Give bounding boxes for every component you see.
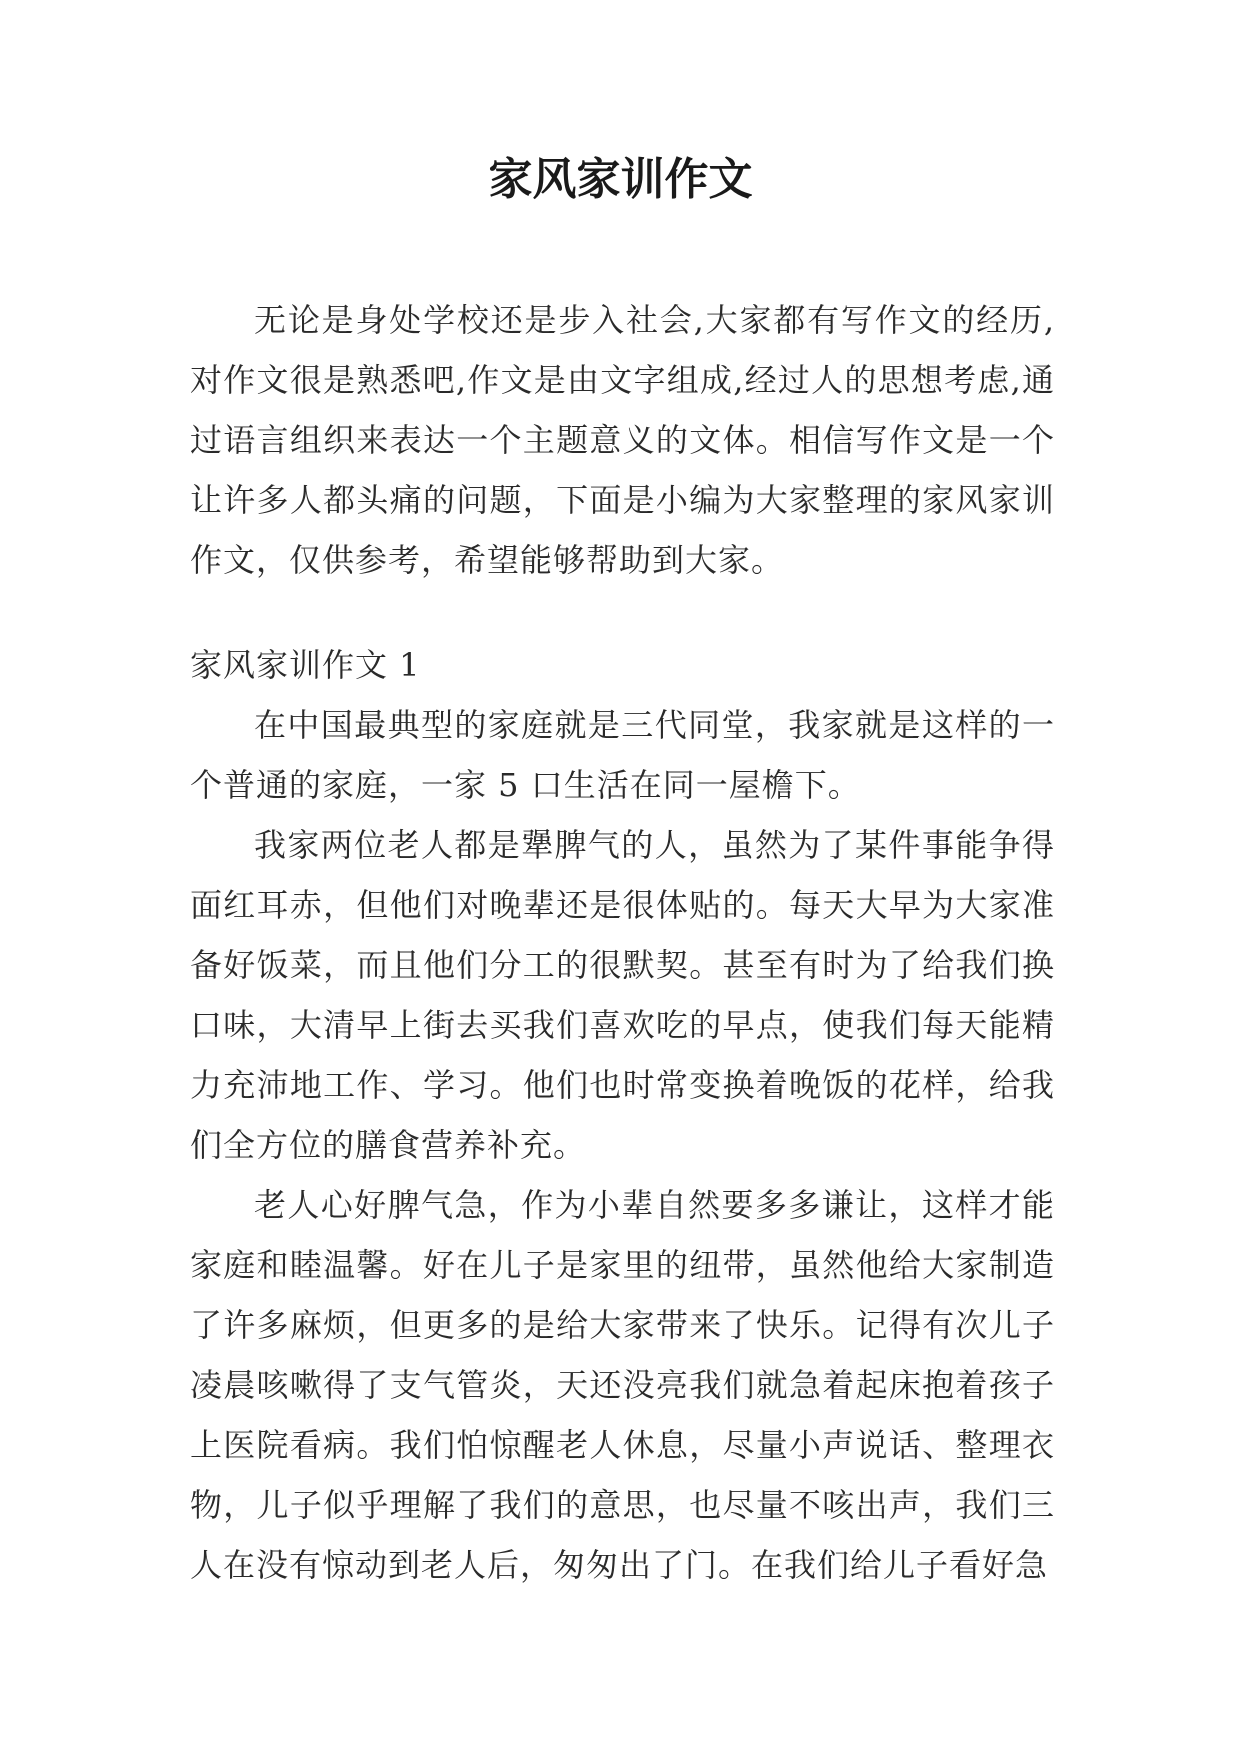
document-title: 家风家训作文: [488, 154, 753, 205]
section-heading: 家风家训作文 1: [190, 646, 421, 684]
body-paragraph: 老人心好脾气急，作为小辈自然要多多谦让，这样才能家庭和睦温馨。好在儿子是家里的纽带，虽然他给大家制造了许多麻烦，但更多的是给大家带来了快乐。记得有次儿子凌晨咳嗽得了支气管炎，天还没亮我们就急着起床抱着孩子上医院看病。我们怕惊醒老人休息，尽量小声说话、整理衣物，儿子似乎理解了我们的意思，也尽量不咳出声，我们三人在没有惊动到老人后，匆匆出了门。在我们给儿子看好急: [190, 1186, 1055, 1584]
body-paragraph: 我家两位老人都是犟脾气的人，虽然为了某件事能争得面红耳赤，但他们对晚辈还是很体贴的。每天大早为大家准备好饭菜，而且他们分工的很默契。甚至有时为了给我们换口味，大清早上街去买我们喜欢吃的早点，使我们每天能精力充沛地工作、学习。他们也时常变换着晚饭的花样，给我们全方位的膳食营养补充。: [190, 826, 1055, 1164]
intro-paragraph: 无论是身处学校还是步入社会,大家都有写作文的经历,对作文很是熟悉吧,作文是由文字组成,经过人的思想考虑,通过语言组织来表达一个主题意义的文体。相信写作文是一个让许多人都头痛的问题，下面是小编为大家整理的家风家训作文，仅供参考，希望能够帮助到大家。: [190, 301, 1055, 579]
body-paragraph: 在中国最典型的家庭就是三代同堂，我家就是这样的一个普通的家庭，一家 5 口生活在同一屋檐下。: [190, 706, 1055, 804]
